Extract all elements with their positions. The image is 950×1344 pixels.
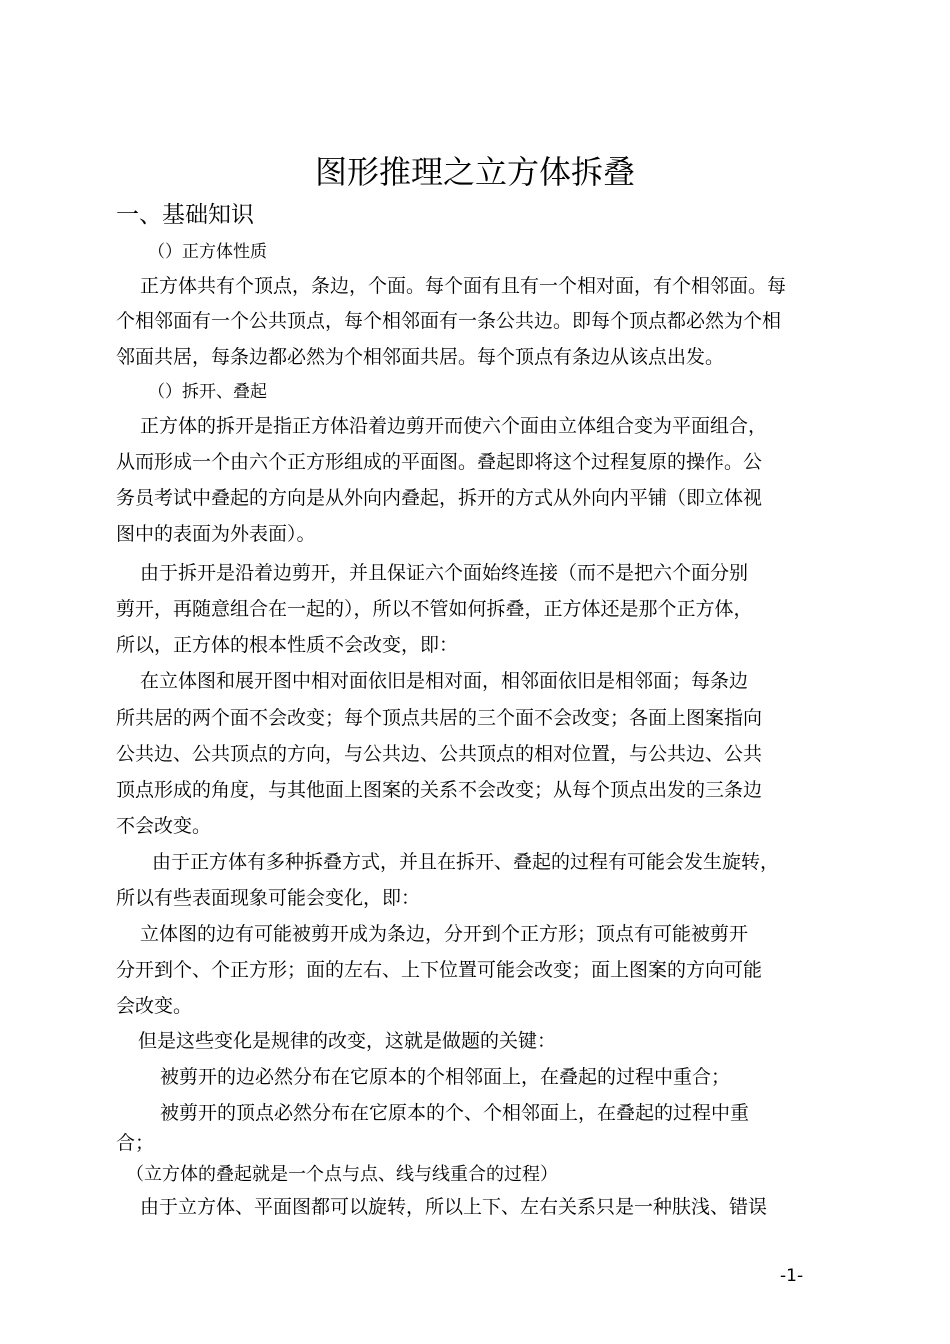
paragraph-line: 由于拆开是沿着边剪开，并且保证六个面始终连接（而不是把六个面分别 xyxy=(140,562,749,584)
paragraph-line: 正方体共有个顶点，条边，个面。每个面有且有一个相对面，有个相邻面。每 xyxy=(140,275,787,297)
section-heading-basics: 一、基础知识 xyxy=(116,202,254,228)
paragraph-line: 所以有些表面现象可能会变化，即： xyxy=(116,887,421,909)
paragraph-line: 剪开，再随意组合在一起的），所以不管如何拆叠，正方体还是那个正方体， xyxy=(116,598,753,620)
paragraph-line: 图中的表面为外表面）。 xyxy=(116,523,316,545)
paragraph-line: 邻面共居，每条边都必然为个相邻面共居。每个顶点有条边从该点出发。 xyxy=(116,346,725,368)
paragraph-line: 分开到个、个正方形；面的左右、上下位置可能会改变；面上图案的方向可能 xyxy=(116,959,763,981)
paragraph-line: 由于正方体有多种拆叠方式，并且在拆开、叠起的过程有可能会发生旋转， xyxy=(152,851,780,873)
paragraph-line: 由于立方体、平面图都可以旋转，所以上下、左右关系只是一种肤浅、错误 xyxy=(140,1196,768,1218)
paragraph-line: 不会改变。 xyxy=(116,815,212,837)
document-title: 图形推理之立方体拆叠 xyxy=(314,153,635,191)
paragraph-line: 合； xyxy=(116,1132,155,1154)
paragraph-line: 个相邻面有一个公共顶点，每个相邻面有一条公共边。即每个顶点都必然为个相 xyxy=(116,310,782,332)
paragraph-line: 所共居的两个面不会改变；每个顶点共居的三个面不会改变；各面上图案指向 xyxy=(116,707,763,729)
paragraph-line: 公共边、公共顶点的方向，与公共边、公共顶点的相对位置，与公共边、公共 xyxy=(116,743,763,765)
paragraph-line: 所以，正方体的根本性质不会改变，即： xyxy=(116,634,459,656)
page-number: -1- xyxy=(780,1266,804,1286)
paragraph-line: 从而形成一个由六个正方形组成的平面图。叠起即将这个过程复原的操作。公 xyxy=(116,451,763,473)
paragraph-line: 立体图的边有可能被剪开成为条边，分开到个正方形；顶点有可能被剪开 xyxy=(140,923,749,945)
paragraph-line: 会改变。 xyxy=(116,995,193,1017)
paragraph-line: 在立体图和展开图中相对面依旧是相对面，相邻面依旧是相邻面；每条边 xyxy=(140,670,749,692)
paragraph-line: 顶点形成的角度，与其他面上图案的关系不会改变；从每个顶点出发的三条边 xyxy=(116,779,763,801)
note-line: （立方体的叠起就是一个点与点、线与线重合的过程） xyxy=(126,1164,558,1185)
subheading-unfold-fold: （）拆开、叠起 xyxy=(148,382,267,402)
paragraph-line: 务员考试中叠起的方向是从外向内叠起，拆开的方式从外向内平铺（即立体视 xyxy=(116,487,763,509)
subheading-cube-properties: （）正方体性质 xyxy=(148,242,267,262)
paragraph-line: 但是这些变化是规律的改变，这就是做题的关键： xyxy=(138,1030,557,1052)
paragraph-line: 被剪开的边必然分布在它原本的个相邻面上，在叠起的过程中重合； xyxy=(160,1066,731,1088)
paragraph-line: 被剪开的顶点必然分布在它原本的个、个相邻面上，在叠起的过程中重 xyxy=(160,1102,750,1124)
paragraph-line: 正方体的拆开是指正方体沿着边剪开而使六个面由立体组合变为平面组合， xyxy=(140,415,768,437)
